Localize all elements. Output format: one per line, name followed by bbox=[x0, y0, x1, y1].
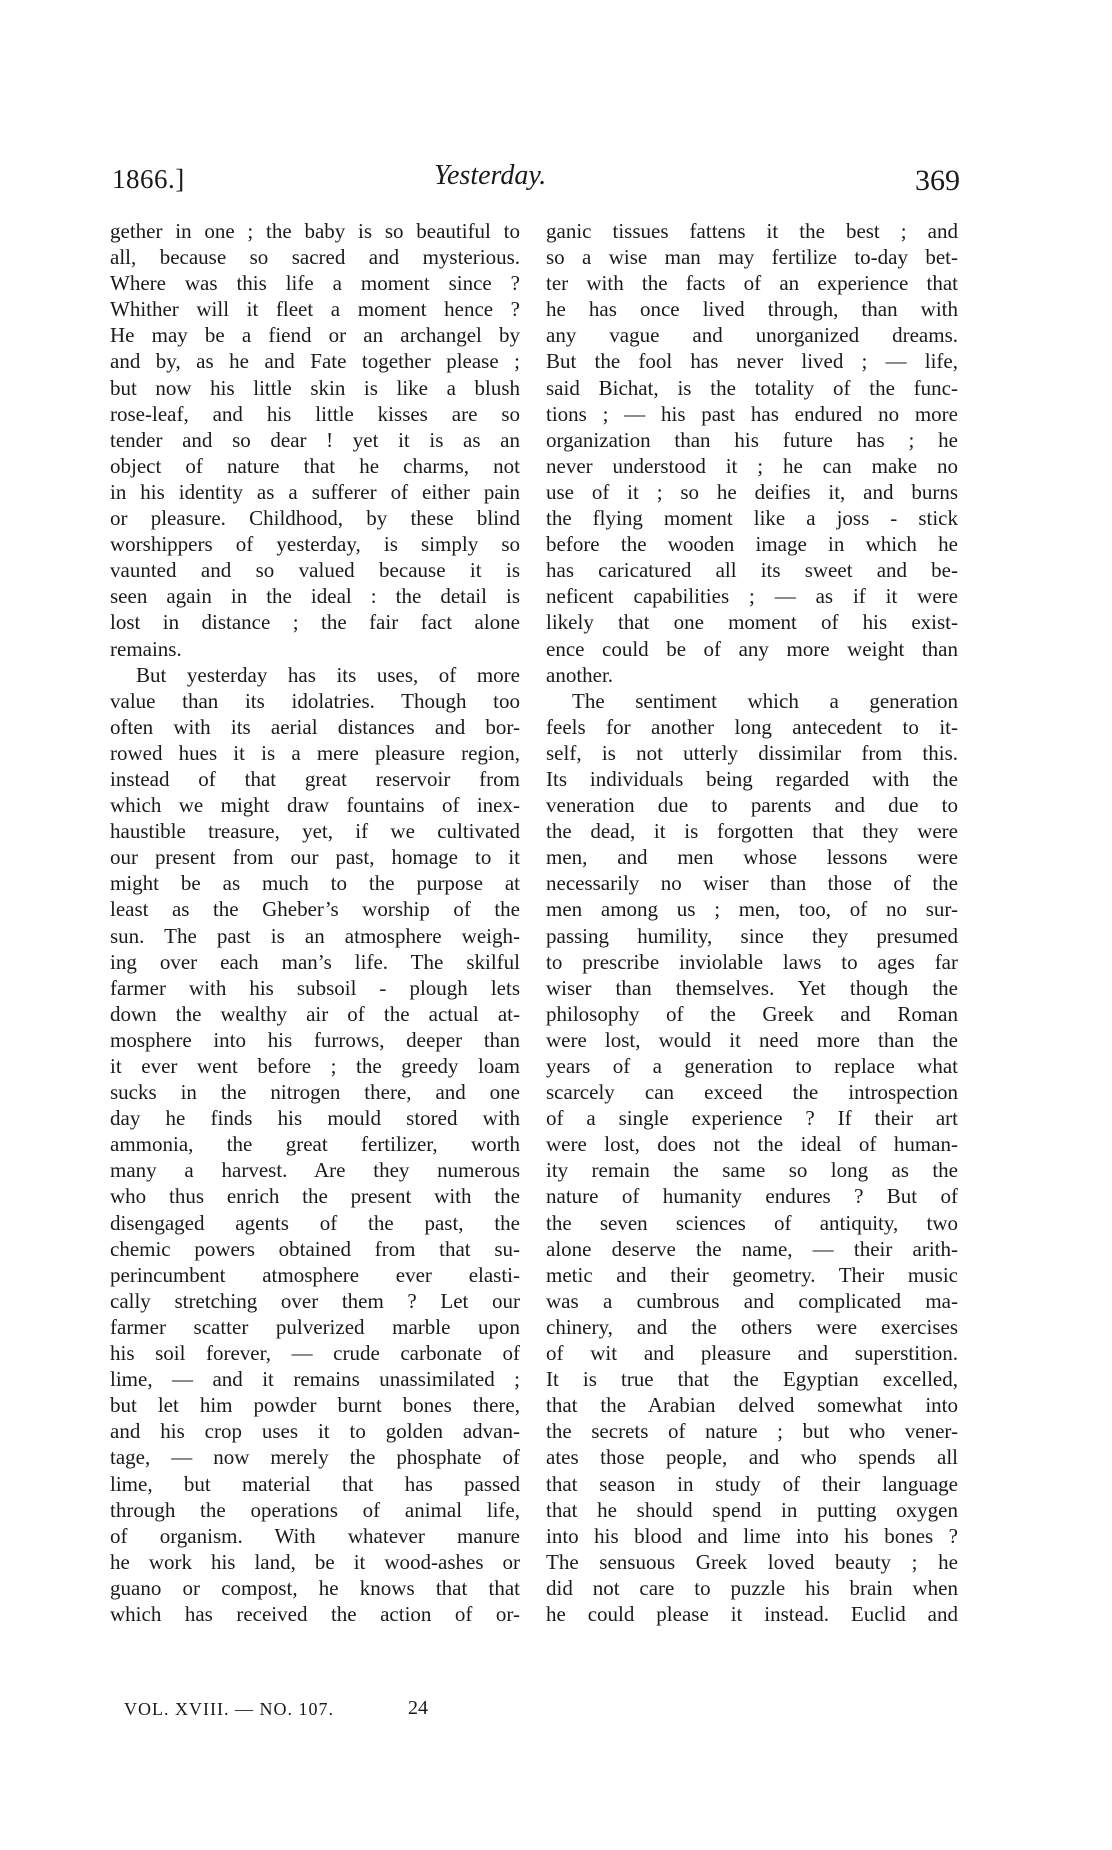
running-head-year: 1866.] bbox=[112, 164, 185, 194]
text-line: that he should spend in putting oxygen bbox=[546, 1497, 958, 1522]
text-line: The sentiment which a generation bbox=[572, 688, 958, 713]
text-line: he could please it instead. Euclid and bbox=[546, 1601, 958, 1626]
text-line: might be as much to the purpose at bbox=[110, 871, 520, 896]
text-line: ganic tissues fattens it the best ; and bbox=[546, 219, 958, 243]
text-line: and his crop uses it to golden advan- bbox=[110, 1419, 520, 1444]
text-line: before the wooden image in which he bbox=[546, 532, 958, 557]
text-line: were lost, does not the ideal of human- bbox=[546, 1132, 958, 1157]
text-line: who thus enrich the present with the bbox=[110, 1184, 520, 1209]
text-line: rowed hues it is a mere pleasure region, bbox=[110, 740, 520, 765]
text-line: likely that one moment of his exist- bbox=[546, 610, 958, 635]
text-line: tions ; — his past has endured no more bbox=[546, 401, 958, 426]
text-line: It is true that the Egyptian excelled, bbox=[546, 1367, 958, 1392]
text-line: organization than his future has ; he bbox=[546, 427, 958, 452]
text-line: worshippers of yesterday, is simply so bbox=[110, 532, 520, 557]
text-line: haustible treasure, yet, if we cultivated bbox=[110, 819, 520, 844]
text-line: to prescribe inviolable laws to ages far bbox=[546, 949, 958, 974]
text-line: use of it ; so he deifies it, and burns bbox=[546, 479, 958, 504]
text-line: veneration due to parents and due to bbox=[546, 793, 958, 818]
running-head-title: Yesterday. bbox=[434, 160, 547, 191]
text-line: But yesterday has its uses, of more bbox=[136, 662, 520, 687]
text-line: sucks in the nitrogen there, and one bbox=[110, 1080, 520, 1105]
text-line: our present from our past, homage to it bbox=[110, 845, 520, 870]
text-line: perincumbent atmosphere ever elasti- bbox=[110, 1262, 520, 1287]
text-line: the flying moment like a joss - stick bbox=[546, 506, 958, 531]
text-line: object of nature that he charms, not bbox=[110, 453, 520, 478]
text-line: any vague and unorganized dreams. bbox=[546, 323, 958, 348]
text-line: instead of that great reservoir from bbox=[110, 766, 520, 791]
text-line: were lost, would it need more than the bbox=[546, 1027, 958, 1052]
text-line: another. bbox=[546, 662, 614, 687]
running-head bbox=[112, 158, 960, 198]
text-line: farmer scatter pulverized marble upon bbox=[110, 1314, 520, 1339]
text-line: that season in study of their language bbox=[546, 1471, 958, 1496]
text-line: so a wise man may fertilize to-day bet- bbox=[546, 245, 958, 270]
text-line: through the operations of animal life, bbox=[110, 1497, 520, 1522]
text-line: alone deserve the name, — their arith- bbox=[546, 1236, 958, 1261]
text-line: tender and so dear ! yet it is as an bbox=[110, 427, 520, 452]
text-line: was a cumbrous and complicated ma- bbox=[546, 1288, 958, 1313]
signature-number: 24 bbox=[408, 1697, 428, 1719]
text-column-right bbox=[546, 218, 958, 1627]
text-line: rose-leaf, and his little kisses are so bbox=[110, 401, 520, 426]
text-line: guano or compost, he knows that that bbox=[110, 1575, 520, 1600]
text-line: farmer with his subsoil - plough lets bbox=[110, 975, 520, 1000]
text-line: the secrets of nature ; but who vener- bbox=[546, 1419, 958, 1444]
text-line: chemic powers obtained from that su- bbox=[110, 1236, 520, 1261]
text-line: least as the Gheber’s worship of the bbox=[110, 897, 520, 922]
text-line: scarcely can exceed the introspection bbox=[546, 1080, 958, 1105]
text-line: and by, as he and Fate together please ; bbox=[110, 349, 520, 374]
text-line: gether in one ; the baby is so beautiful to bbox=[110, 219, 520, 243]
text-line: ammonia, the great fertilizer, worth bbox=[110, 1132, 520, 1157]
text-line: into his blood and lime into his bones ? bbox=[546, 1523, 958, 1548]
text-line: The sensuous Greek loved beauty ; he bbox=[546, 1549, 958, 1574]
text-line: remains. bbox=[110, 636, 182, 661]
text-line: men, and men whose lessons were bbox=[546, 845, 958, 870]
text-line: feels for another long antecedent to it- bbox=[546, 714, 958, 739]
text-line: philosophy of the Greek and Roman bbox=[546, 1001, 958, 1026]
text-line: necessarily no wiser than those of the bbox=[546, 871, 958, 896]
text-line: ter with the facts of an experience that bbox=[546, 271, 958, 296]
text-line: He may be a fiend or an archangel by bbox=[110, 323, 520, 348]
text-line: self, is not utterly dissimilar from this. bbox=[546, 740, 958, 765]
text-line: cally stretching over them ? Let our bbox=[110, 1288, 520, 1313]
text-line: down the wealthy air of the actual at- bbox=[110, 1001, 520, 1026]
text-line: ity remain the same so long as the bbox=[546, 1158, 958, 1183]
text-line: wiser than themselves. Yet though the bbox=[546, 975, 958, 1000]
text-line: which has received the action of or- bbox=[110, 1601, 520, 1626]
text-line: the dead, it is forgotten that they were bbox=[546, 819, 958, 844]
text-line: in his identity as a sufferer of either pain bbox=[110, 479, 520, 504]
text-line: But the fool has never lived ; — life, bbox=[546, 349, 958, 374]
text-line: all, because so sacred and mysterious. bbox=[110, 245, 520, 270]
text-line: men among us ; men, too, of no sur- bbox=[546, 897, 958, 922]
text-line: the seven sciences of antiquity, two bbox=[546, 1210, 958, 1235]
text-column-left bbox=[110, 218, 520, 1627]
text-line: said Bichat, is the totality of the func- bbox=[546, 375, 958, 400]
text-line: ence could be of any more weight than bbox=[546, 636, 958, 661]
text-line: ing over each man’s life. The skilful bbox=[110, 949, 520, 974]
text-line: or pleasure. Childhood, by these blind bbox=[110, 506, 520, 531]
text-line: it ever went before ; the greedy loam bbox=[110, 1054, 520, 1078]
text-line: vaunted and so valued because it is bbox=[110, 558, 520, 583]
text-line: of a single experience ? If their art bbox=[546, 1106, 958, 1131]
text-line: seen again in the ideal : the detail is bbox=[110, 584, 520, 609]
text-line: Where was this life a moment since ? bbox=[110, 271, 520, 296]
text-line: lost in distance ; the fair fact alone bbox=[110, 610, 520, 635]
text-line: tage, — now merely the phosphate of bbox=[110, 1445, 520, 1470]
text-line: Its individuals being regarded with the bbox=[546, 766, 958, 791]
signature-mark: VOL. XVIII. — NO. 107. bbox=[124, 1699, 334, 1719]
text-line: he has once lived through, than with bbox=[546, 297, 958, 322]
text-line: sun. The past is an atmosphere weigh- bbox=[110, 923, 520, 948]
text-line: of organism. With whatever manure bbox=[110, 1523, 520, 1548]
text-line: nature of humanity endures ? But of bbox=[546, 1184, 958, 1209]
text-line: of wit and pleasure and superstition. bbox=[546, 1341, 958, 1366]
text-line: passing humility, since they presumed bbox=[546, 923, 958, 948]
text-line: which we might draw fountains of inex- bbox=[110, 793, 520, 818]
text-line: value than its idolatries. Though too bbox=[110, 688, 520, 713]
text-line: mosphere into his furrows, deeper than bbox=[110, 1027, 520, 1052]
text-line: metic and their geometry. Their music bbox=[546, 1262, 958, 1287]
text-line: never understood it ; he can make no bbox=[546, 453, 958, 478]
text-line: disengaged agents of the past, the bbox=[110, 1210, 520, 1235]
text-line: he work his land, be it wood-ashes or bbox=[110, 1549, 520, 1574]
text-line: lime, but material that has passed bbox=[110, 1471, 520, 1496]
page-number: 369 bbox=[915, 164, 960, 197]
text-line: lime, — and it remains unassimilated ; bbox=[110, 1367, 520, 1392]
text-line: neficent capabilities ; — as if it were bbox=[546, 584, 958, 609]
text-line: Whither will it fleet a moment hence ? bbox=[110, 297, 520, 322]
text-line: did not care to puzzle his brain when bbox=[546, 1575, 958, 1600]
text-line: chinery, and the others were exercises bbox=[546, 1314, 958, 1339]
text-line: years of a generation to replace what bbox=[546, 1054, 958, 1078]
text-line: his soil forever, — crude carbonate of bbox=[110, 1341, 520, 1366]
text-line: ates those people, and who spends all bbox=[546, 1445, 958, 1470]
text-line: has caricatured all its sweet and be- bbox=[546, 558, 958, 583]
text-line: but now his little skin is like a blush bbox=[110, 375, 520, 400]
text-line: that the Arabian delved somewhat into bbox=[546, 1393, 958, 1418]
text-line: often with its aerial distances and bor- bbox=[110, 714, 520, 739]
text-line: but let him powder burnt bones there, bbox=[110, 1393, 520, 1418]
text-line: many a harvest. Are they numerous bbox=[110, 1158, 520, 1183]
text-line: day he finds his mould stored with bbox=[110, 1106, 520, 1131]
